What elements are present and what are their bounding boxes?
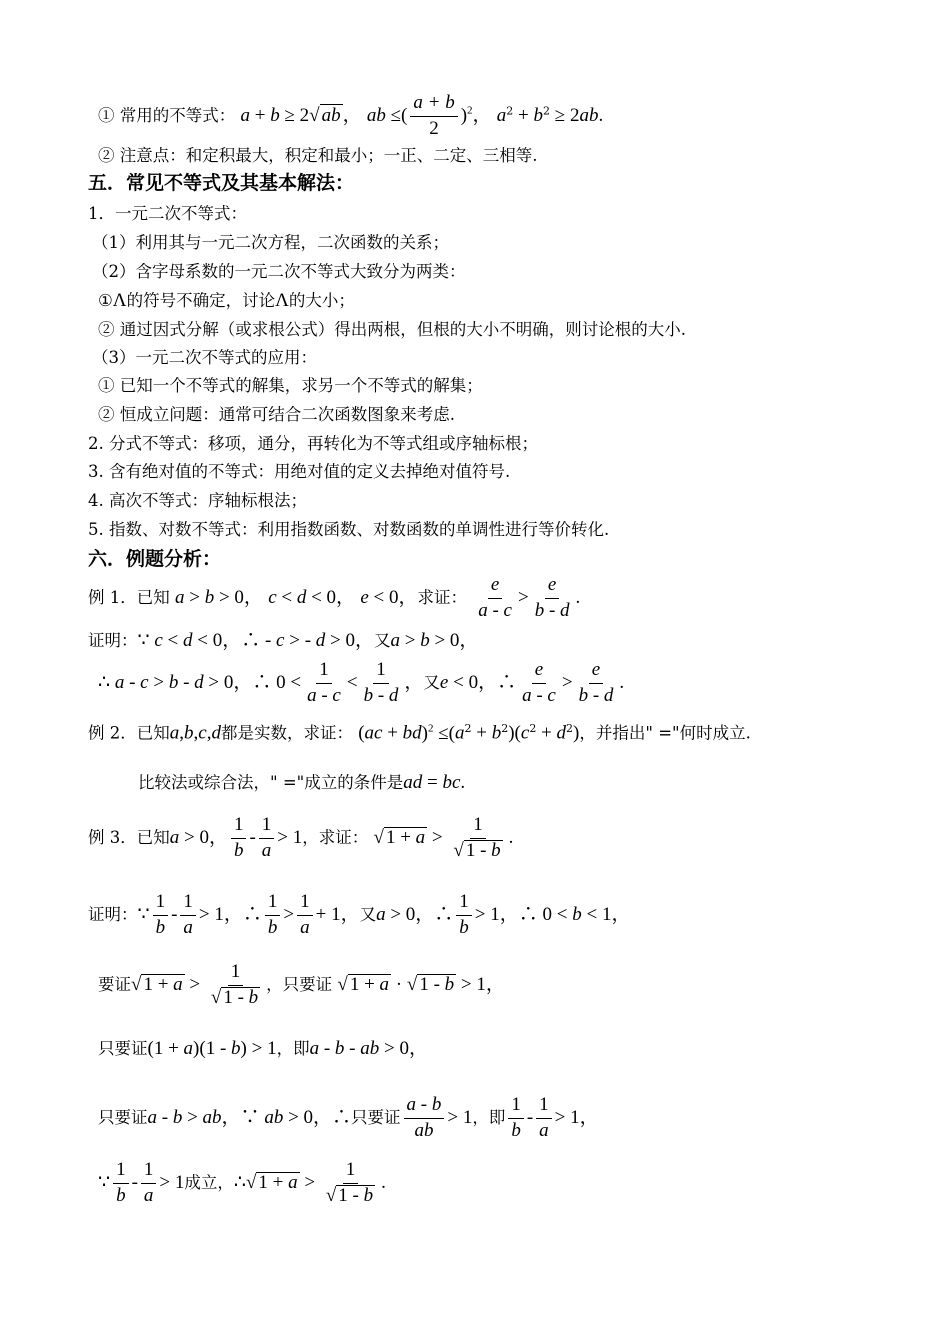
proof-1-line-1: 证明：∵ c < d < 0，∴ - c > - d > 0，又a > b > 0，: [88, 630, 479, 651]
item-5: 5. 指数、对数不等式：利用指数函数、对数函数的单调性进行等价转化.: [88, 520, 610, 539]
example-1: 例 1．已知 a > b > 0， c < d < 0， e < 0，求证： $\frac{e}{a - c}$ > $\frac{e}{b - d}$ .: [88, 574, 581, 621]
item-1-2: （2）含字母系数的一元二次不等式大致分为两类：: [92, 262, 466, 281]
item-1-1: （1）利用其与一元二次方程，二次函数的关系；: [92, 233, 449, 252]
proof-3-line-5: ∵ $\frac{1}{b}$ - $\frac{1}{a}$ > 1成立，∴√ 1 + a > $\frac{1}{√ 1 - b}$ .: [98, 1159, 386, 1206]
item-3: 3. 含有绝对值的不等式：用绝对值的定义去掉绝对值符号.: [88, 462, 511, 481]
item-1: 1．一元二次不等式：: [88, 204, 247, 223]
item-4: 4. 高次不等式：序轴标根法；: [88, 491, 307, 510]
item-1-3-b: ② 恒成立问题：通常可结合二次函数图象来考虑.: [98, 405, 455, 424]
proof-3-line-3: 只要证(1 + a)(1 - b) > 1，即a - b - ab > 0，: [98, 1038, 428, 1059]
item-1-3: （3）一元二次不等式的应用：: [92, 348, 317, 367]
item-1-3-a: ① 已知一个不等式的解集，求另一个不等式的解集；: [98, 376, 483, 395]
note-line: ② 注意点：和定积最大，积定和最小；一正、二定、三相等.: [98, 146, 538, 165]
item-1-2-b: ② 通过因式分解（或求根公式）得出两根，但根的大小不明确，则讨论根的大小.: [98, 320, 686, 339]
proof-1-line-2: ∴ a - c > b - d > 0，∴ 0 < $\frac{1}{a - c}$ < $\frac{1}{b - d}$ ，又e < 0，∴ $\frac{e}{a - c}$ > $\frac{e}{b - d}$ .: [98, 659, 625, 706]
section-heading-6: 六．例题分析：: [88, 548, 222, 570]
example-3: 例 3．已知a > 0， $\frac{1}{b}$ - $\frac{1}{a}$ > 1，求证： √ 1 + a > $\frac{1}{√ 1 - b}$ .: [88, 814, 514, 861]
item-2: 2. 分式不等式：移项，通分，再转化为不等式组或序轴标根；: [88, 434, 538, 453]
proof-3-line-1: 证明：∵ $\frac{1}{b}$ - $\frac{1}{a}$ > 1，∴ $\frac{1}{b}$ > $\frac{1}{a}$ + 1，又a > 0，∴ $\frac{1}{b}$ > 1，∴ 0 < b < 1，: [88, 891, 631, 938]
proof-3-line-4: 只要证a - b > ab，∵ ab > 0，∴只要证 $\frac{a - b}{ab}$ > 1，即 $\frac{1}{b}$ - $\frac{1}{a}$ > 1，: [98, 1094, 599, 1141]
example-2-answer: 比较法或综合法，" ="成立的条件是ad = bc.: [138, 772, 466, 793]
proof-3-line-2: 要证√ 1 + a > $\frac{1}{√ 1 - b}$ ，只要证 √ 1 + a · √ 1 - b > 1，: [98, 961, 505, 1008]
item-1-2-a: ①Λ的符号不确定，讨论Λ的大小；: [98, 290, 355, 311]
example-2: 例 2．已知a,b,c,d都是实数，求证： $(ac + bd)^2 \le(a^2 + b^2)(c^2 + d^2)$，并指出" ="何时成立.: [88, 722, 751, 744]
section-heading-5: 五．常见不等式及其基本解法：: [88, 172, 355, 194]
inequality-list-1: ① 常用的不等式： a + b ≥ 2√ ab ， ab ≤( $\frac{a + b}{2}$ )$^2$， $a^2 + b^2 \ge 2ab$.: [98, 92, 604, 139]
